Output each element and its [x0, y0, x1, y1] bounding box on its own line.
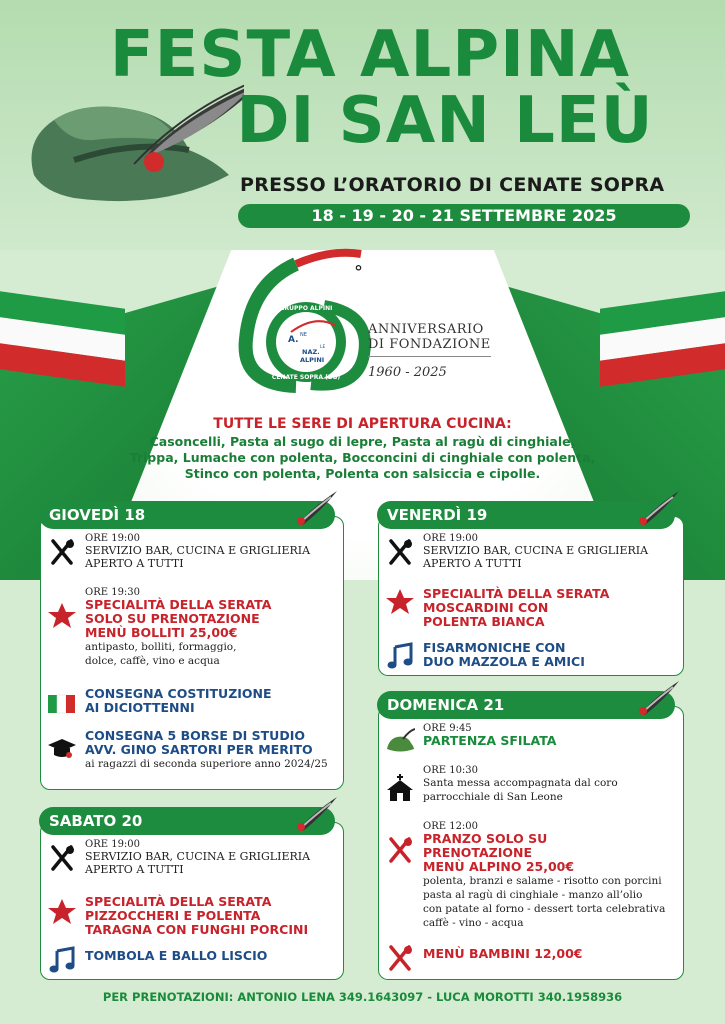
event-location: PRESSO L’ORATORIO DI CENATE SOPRA — [240, 174, 665, 196]
kitchen-menu — [100, 416, 625, 482]
description-text: parrocchiale di San Leone — [423, 791, 563, 803]
day-header: DOMENICA 21 — [377, 691, 675, 719]
description-text: caffè - vino - acqua — [423, 917, 524, 929]
feather-icon — [293, 793, 339, 833]
special-text: PRANZO SOLO SU — [423, 831, 548, 846]
star-icon — [47, 897, 77, 927]
schedule-item — [385, 641, 677, 669]
description-text: con patate al forno - dessert torta celebrativa — [423, 903, 666, 915]
title-line-1: FESTA ALPINA — [109, 18, 631, 92]
menu-line: Stinco con polenta, Polenta con salsiccia e cipolle. — [184, 466, 541, 481]
fork-knife-icon — [385, 835, 415, 865]
special-text: MENÙ ALPINO 25,00€ — [423, 859, 575, 874]
svg-text:°: ° — [354, 262, 363, 283]
special-text: TARAGNA CON FUNGHI PORCINI — [85, 922, 309, 937]
event-text: AI DICIOTTENNI — [85, 700, 195, 715]
special-text: MENÙ BOLLITI 25,00€ — [85, 625, 238, 640]
special-text: SOLO SU PRENOTAZIONE — [85, 611, 260, 626]
schedule-item — [385, 765, 677, 804]
fork-knife-icon — [385, 537, 415, 567]
music-note-icon — [47, 945, 77, 975]
day-card-domenica — [378, 696, 684, 980]
day-header: SABATO 20 — [39, 807, 335, 835]
time-label: ORE 19:00 — [423, 533, 479, 544]
day-header: GIOVEDÌ 18 — [39, 501, 335, 529]
schedule-item — [385, 533, 677, 570]
svg-text:GRUPPO ALPINI: GRUPPO ALPINI — [279, 305, 333, 312]
star-icon — [385, 587, 415, 617]
schedule-item — [385, 587, 677, 629]
event-text: DUO MAZZOLA E AMICI — [423, 654, 585, 669]
day-card-venerdi — [378, 506, 684, 676]
church-icon — [385, 773, 415, 803]
event-text: CONSEGNA 5 BORSE DI STUDIO — [85, 728, 305, 743]
time-label: ORE 19:00 — [85, 533, 141, 544]
special-text: SPECIALITÀ DELLA SERATA — [423, 586, 610, 601]
schedule-item — [385, 821, 677, 930]
alpine-hat-icon — [385, 727, 415, 757]
schedule-item — [47, 729, 337, 771]
italy-flag-icon — [47, 689, 77, 719]
anniversary-years: 1960 - 2025 — [368, 365, 447, 380]
time-label: ORE 9:45 — [423, 723, 472, 734]
graduation-cap-icon — [47, 733, 77, 763]
parade-text: PARTENZA SFILATA — [423, 733, 557, 748]
event-text: FISARMONICHE CON — [423, 640, 566, 655]
anniversary-line-2: DI FONDAZIONE — [368, 337, 491, 357]
event-text: CONSEGNA COSTITUZIONE — [85, 686, 272, 701]
star-icon — [47, 601, 77, 631]
description-text: pasta al ragù di cinghiale - manzo all’olio — [423, 889, 643, 901]
description-text: antipasto, bolliti, formaggio, — [85, 641, 237, 653]
event-title — [30, 18, 710, 158]
feather-icon — [635, 487, 681, 527]
schedule-item — [47, 839, 337, 876]
service-text: SERVIZIO BAR, CUCINA E GRIGLIERIA — [85, 544, 311, 557]
event-text: AVV. GINO SARTORI PER MERITO — [85, 742, 313, 757]
event-dates: 18 - 19 - 20 - 21 SETTEMBRE 2025 — [238, 204, 690, 228]
schedule-item — [385, 947, 677, 961]
service-text: SERVIZIO BAR, CUCINA E GRIGLIERIA — [423, 544, 649, 557]
menu-line: Casoncelli, Pasta al sugo di lepre, Pasta al ragù di cinghiale, — [149, 434, 576, 449]
fork-knife-icon — [47, 537, 77, 567]
anniversary-text — [368, 322, 491, 380]
day-card-sabato — [40, 812, 344, 980]
svg-text:A.: A. — [288, 335, 299, 345]
menu-title: TUTTE LE SERE DI APERTURA CUCINA: — [213, 416, 512, 432]
service-text: SERVIZIO BAR, CUCINA E GRIGLIERIA — [85, 850, 311, 863]
description-text: ai ragazzi di seconda superiore anno 2024/25 — [85, 758, 328, 770]
menu-line: Trippa, Lumache con polenta, Bocconcini di cinghiale con polenta, — [129, 450, 596, 465]
service-text: APERTO A TUTTI — [423, 557, 522, 570]
time-label: ORE 10:30 — [423, 765, 479, 776]
special-text: MOSCARDINI CON — [423, 600, 549, 615]
schedule-item — [47, 587, 337, 668]
description-text: dolce, caffè, vino e acqua — [85, 655, 220, 667]
title-line-2: DI SAN LEÙ — [236, 84, 654, 158]
feather-icon — [635, 677, 681, 717]
time-label: ORE 19:00 — [85, 839, 141, 850]
special-text: PRENOTAZIONE — [423, 845, 532, 860]
schedule-item — [47, 687, 337, 715]
schedule-item — [47, 895, 337, 937]
special-text: MENÙ BAMBINI 12,00€ — [423, 946, 583, 961]
booking-contacts: PER PRENOTAZIONI: ANTONIO LENA 349.1643097 - LUCA MOROTTI 340.1958936 — [102, 990, 623, 1004]
day-card-giovedi — [40, 506, 344, 790]
fork-knife-icon — [385, 943, 415, 973]
schedule-item — [47, 949, 337, 963]
event-text: TOMBOLA E BALLO LISCIO — [85, 948, 268, 963]
description-text: polenta, branzi e salame - risotto con porcini — [423, 875, 662, 887]
fork-knife-icon — [47, 843, 77, 873]
anniversary-line-1: ANNIVERSARIO — [368, 322, 484, 337]
time-label: ORE 12:00 — [423, 821, 479, 832]
special-text: PIZZOCCHERI E POLENTA — [85, 908, 261, 923]
svg-text:ALPINI: ALPINI — [300, 356, 325, 364]
svg-text:NE: NE — [300, 332, 307, 338]
svg-text:LE: LE — [320, 345, 326, 350]
svg-text:CENATE SOPRA (BG): CENATE SOPRA (BG) — [271, 374, 341, 381]
svg-text:NAZ.: NAZ. — [302, 348, 320, 356]
music-note-icon — [385, 641, 415, 671]
day-header: VENERDÌ 19 — [377, 501, 675, 529]
description-text: Santa messa accompagnata dal coro — [423, 777, 618, 789]
schedule-item — [47, 533, 337, 570]
feather-icon — [293, 487, 339, 527]
schedule-item — [385, 723, 677, 748]
time-label: ORE 19:30 — [85, 587, 141, 598]
special-text: SPECIALITÀ DELLA SERATA — [85, 894, 272, 909]
service-text: APERTO A TUTTI — [85, 557, 184, 570]
special-text: SPECIALITÀ DELLA SERATA — [85, 597, 272, 612]
service-text: APERTO A TUTTI — [85, 863, 184, 876]
special-text: POLENTA BIANCA — [423, 614, 545, 629]
anniversary-logo — [236, 244, 376, 394]
